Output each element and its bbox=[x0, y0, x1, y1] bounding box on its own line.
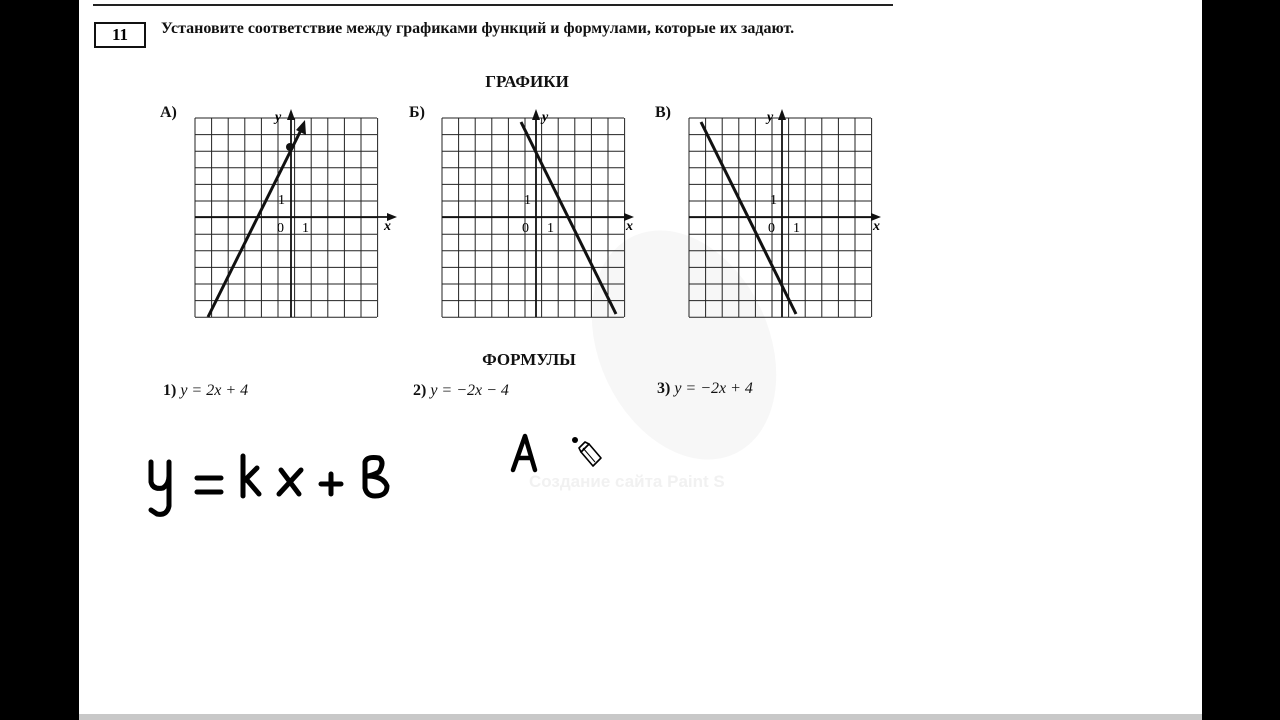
formula-2-expression: y = −2x − 4 bbox=[430, 382, 509, 399]
task-number-box: 11 bbox=[94, 22, 146, 48]
graph-b-tick-x: 1 bbox=[547, 221, 554, 236]
handwritten-formula bbox=[139, 448, 409, 528]
graph-a-origin: 0 bbox=[277, 221, 284, 236]
graph-b bbox=[436, 104, 641, 324]
task-statement: Установите соответствие между графиками функций и формулами, которые их задают. bbox=[161, 20, 795, 37]
graph-a-x-label: x bbox=[384, 219, 391, 234]
watermark-text: Создание сайта Paint S bbox=[529, 472, 725, 491]
graphs-heading: ГРАФИКИ bbox=[485, 72, 569, 91]
graph-a-y-label: y bbox=[275, 110, 282, 125]
formula-3-number: 3) bbox=[657, 380, 671, 397]
graph-b-origin: 0 bbox=[522, 221, 529, 236]
graph-b-y-arrow bbox=[532, 109, 540, 120]
bottom-bar bbox=[79, 714, 1202, 720]
pencil-cursor-icon bbox=[571, 436, 603, 472]
graph-c-label: В) bbox=[655, 104, 671, 121]
graph-a-line bbox=[208, 130, 301, 317]
graph-a-tick-y: 1 bbox=[278, 193, 285, 208]
formula-3 bbox=[657, 380, 753, 398]
graph-b-x-label: x bbox=[626, 219, 633, 234]
hw-equals bbox=[197, 478, 221, 492]
formulas-heading: ФОРМУЛЫ bbox=[482, 350, 576, 369]
hw-x bbox=[279, 470, 301, 494]
handwritten-letter-a bbox=[509, 430, 549, 480]
formula-1 bbox=[163, 382, 248, 400]
formula-1-expression: y = 2x + 4 bbox=[180, 382, 249, 399]
graph-c-tick-x: 1 bbox=[793, 221, 800, 236]
graph-c-x-label: x bbox=[873, 219, 880, 234]
hw-y bbox=[151, 462, 169, 514]
formula-1-number: 1) bbox=[163, 382, 177, 399]
graph-a-y-arrow bbox=[287, 109, 295, 120]
graph-c-origin: 0 bbox=[768, 221, 775, 236]
graph-b-label: Б) bbox=[409, 104, 425, 121]
worksheet-page bbox=[79, 0, 1202, 720]
formula-2-number: 2) bbox=[413, 382, 427, 399]
graph-a bbox=[189, 104, 394, 324]
graph-c-tick-y: 1 bbox=[770, 193, 777, 208]
graph-c-y-label: y bbox=[767, 110, 774, 125]
formula-3-expression: y = −2x + 4 bbox=[674, 380, 753, 397]
formula-2 bbox=[413, 382, 509, 400]
graph-a-point bbox=[286, 143, 294, 151]
graph-b-tick-y: 1 bbox=[524, 193, 531, 208]
hw-plus bbox=[321, 474, 341, 494]
top-rule bbox=[93, 4, 893, 6]
hw-b bbox=[365, 458, 387, 497]
graph-c-y-arrow bbox=[778, 109, 786, 120]
graph-c bbox=[683, 104, 888, 324]
graph-b-y-label: y bbox=[542, 110, 549, 125]
graph-a-label: А) bbox=[160, 104, 177, 121]
hw-k bbox=[243, 456, 259, 496]
graph-a-tick-x: 1 bbox=[302, 221, 309, 236]
